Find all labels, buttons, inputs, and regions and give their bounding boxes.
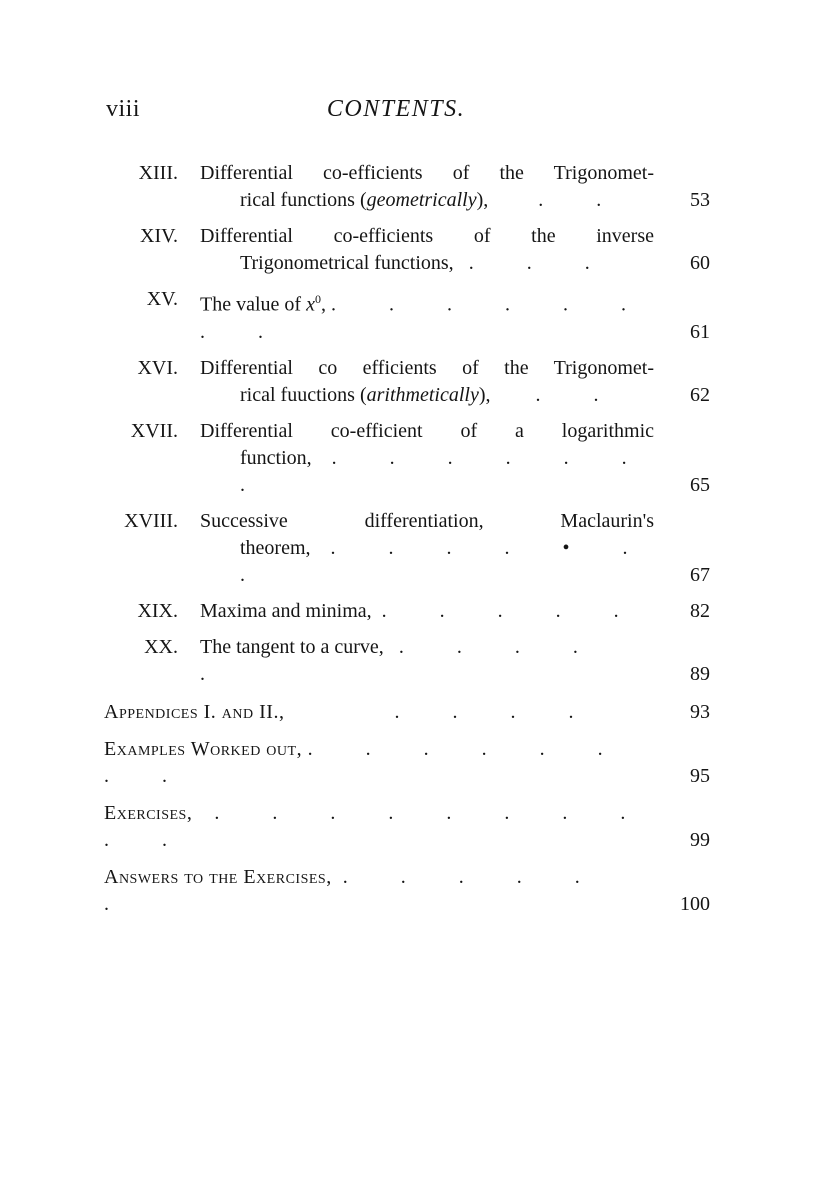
chapter-title-line2: [240, 187, 654, 214]
title-text: The tangent to a curve,: [200, 635, 384, 658]
chapter-title: [200, 286, 654, 346]
toc-entry-xv: [100, 286, 710, 346]
dot-leader: . . . . .: [381, 599, 643, 622]
title-text: Trigonometrical functions,: [240, 252, 454, 274]
chapter-numeral: XX.: [144, 635, 178, 658]
page-number: 100: [680, 892, 710, 915]
dot-leader: . . . . . . .: [240, 446, 651, 496]
dot-leader: . . . . . .: [104, 865, 604, 915]
toc-entry-xvii: [100, 418, 710, 499]
dot-leader: . .: [538, 189, 626, 211]
toc-entry-exercises: [100, 800, 710, 854]
chapter-title-line2: [240, 250, 654, 277]
dot-leader: . . . . . . . .: [200, 293, 650, 343]
title-text: theorem,: [240, 536, 311, 559]
title-text-end: ),: [478, 383, 491, 406]
title-text-end: ,: [320, 293, 326, 316]
title-text: rical functions (: [240, 189, 367, 211]
chapter-title-line2: [240, 382, 654, 409]
table-of-contents: [100, 160, 710, 928]
page-number: 65: [690, 473, 710, 496]
title-text: function,: [240, 446, 312, 469]
title-text: rical fuuctions (: [240, 383, 367, 406]
toc-entry-xvi: [100, 355, 710, 409]
toc-entry-appendices: [100, 699, 710, 726]
chapter-title: [200, 355, 654, 409]
back-matter-title: [104, 800, 654, 854]
dot-leader: . . . . . . . . . .: [104, 801, 650, 851]
chapter-title-line1: Successive differentiation, Maclaurin's: [200, 509, 654, 532]
chapter-title: [200, 418, 654, 499]
title-text-end: ),: [476, 189, 489, 211]
chapter-title-line1: Differential co-efficients of the inverse: [200, 225, 654, 247]
back-matter-title: [104, 736, 654, 790]
dot-leader: . . . . .: [200, 635, 602, 685]
page-number: 82: [690, 599, 710, 622]
toc-entry-xiii: [100, 160, 710, 214]
toc-entry-xix: [100, 598, 710, 625]
toc-entry-examples: [100, 736, 710, 790]
title-italic: arithmetically: [366, 383, 479, 406]
page-folio: viii: [106, 96, 141, 122]
toc-entry-xx: [100, 634, 710, 688]
page-number: 93: [690, 700, 710, 723]
back-matter-title: [104, 864, 654, 918]
chapter-title: [200, 508, 654, 589]
page-number: 61: [690, 320, 710, 343]
title-text: Maxima and minima,: [200, 599, 372, 622]
toc-entry-xviii: [100, 508, 710, 589]
page-number: 53: [690, 189, 710, 211]
chapter-title: [200, 223, 654, 277]
page-number: 67: [690, 563, 710, 586]
title-text: Answers to the Exercises,: [104, 865, 332, 888]
chapter-numeral: XVI.: [137, 356, 178, 379]
page-number: 62: [690, 383, 710, 406]
chapter-title-line2: [240, 535, 654, 589]
toc-entry-answers: [100, 864, 710, 918]
dot-leader: . . . .: [394, 700, 598, 723]
chapter-title: [200, 598, 654, 625]
title-superscript: 0: [314, 292, 321, 306]
title-text: The value of: [200, 293, 307, 316]
page-number: 60: [690, 252, 710, 274]
chapter-numeral: XIX.: [137, 599, 178, 622]
running-title: CONTENTS.: [326, 96, 466, 122]
chapter-numeral: XVIII.: [124, 509, 178, 532]
page-number: 99: [690, 828, 710, 851]
title-text: Examples Worked out,: [104, 737, 303, 760]
page-header: [106, 96, 686, 130]
chapter-numeral: XIII.: [138, 162, 178, 184]
page-number: 89: [690, 662, 710, 685]
chapter-title-line2: [240, 445, 654, 499]
dot-leader: . .: [535, 383, 623, 406]
title-italic: geometrically: [366, 189, 477, 211]
dot-leader: . . . . . . . .: [104, 737, 627, 787]
back-matter-title: [104, 699, 654, 726]
title-italic: x: [306, 293, 315, 316]
chapter-title: [200, 160, 654, 214]
chapter-numeral: XV.: [146, 288, 178, 310]
chapter-numeral: XVII.: [130, 419, 178, 442]
toc-entry-xiv: [100, 223, 710, 277]
title-text: Exercises,: [104, 801, 193, 824]
chapter-title-line1: Differential co-efficients of the Trigonomet-: [200, 162, 654, 184]
chapter-title: [200, 634, 654, 688]
dot-leader: . . .: [468, 252, 614, 274]
chapter-title-line1: Differential co-efficient of a logarithmic: [200, 419, 654, 442]
chapter-numeral: XIV.: [140, 225, 178, 247]
page-number: 95: [690, 764, 710, 787]
chapter-title-line1: Differential co efficients of the Trigonomet-: [200, 356, 654, 379]
title-text: Appendices I. and II.,: [104, 700, 285, 723]
dot-leader: . . . . • . .: [240, 536, 652, 586]
